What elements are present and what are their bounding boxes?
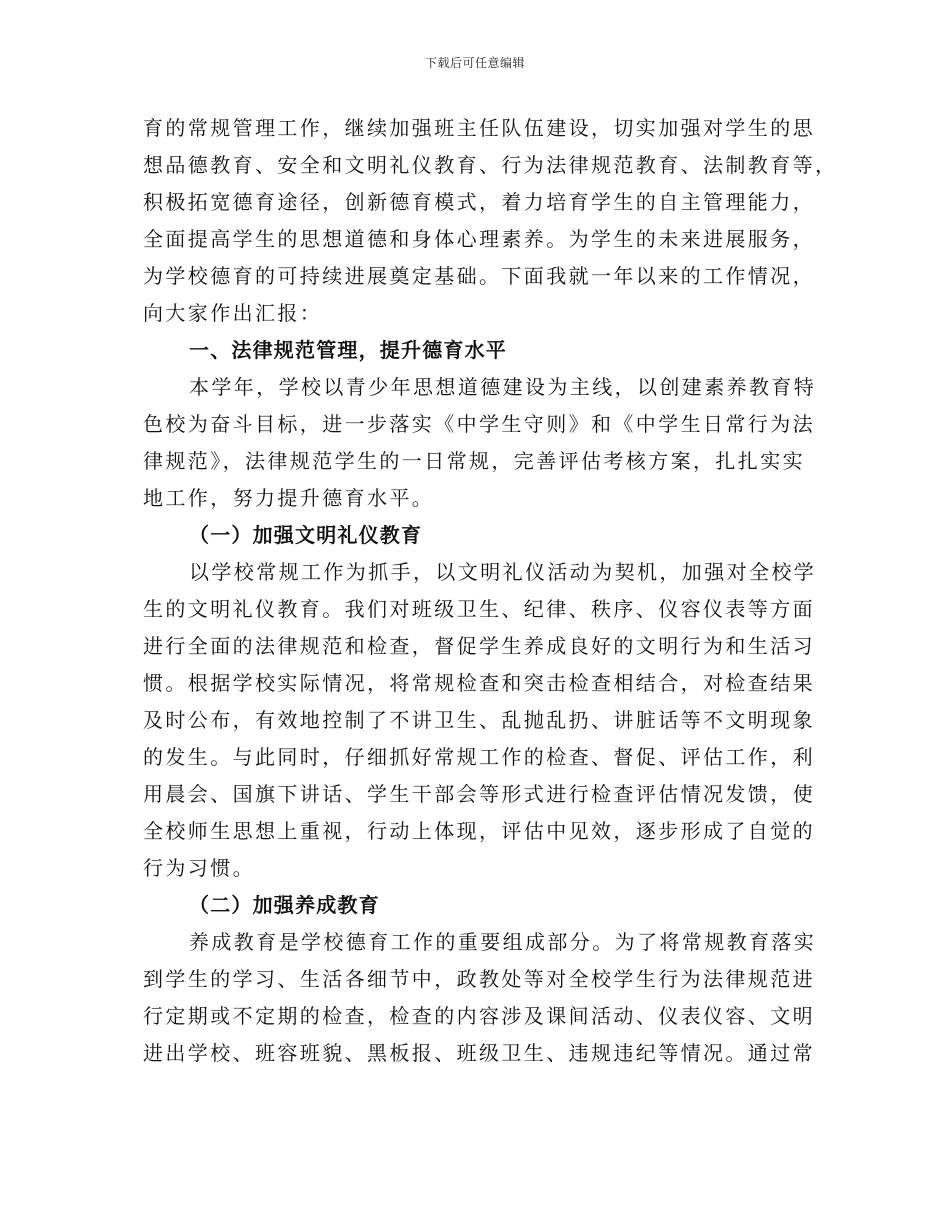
paragraph-line: 地工作，努力提升德育水平。 [143, 486, 435, 510]
paragraph-line: 育的常规管理工作，继续加强班主任队伍建设，切实加强对学生的思 [143, 116, 815, 140]
section-heading: 一、法律规范管理，提升德育水平 [189, 338, 507, 362]
paragraph-line: 全校师生思想上重视，行动上体现，评估中见效，逐步形成了自觉的 [143, 819, 815, 843]
section-heading: （一）加强文明礼仪教育 [189, 523, 423, 547]
paragraph-line: 养成教育是学校德育工作的重要组成部分。为了将常规教育落实 [189, 930, 817, 954]
paragraph-line: 行为习惯。 [143, 856, 255, 880]
paragraph-line: 进行全面的法律规范和检查，督促学生养成良好的文明行为和生活习 [143, 634, 815, 658]
paragraph-line: 以学校常规工作为抓手，以文明礼仪活动为契机，加强对全校学 [189, 560, 817, 584]
paragraph-line: 用晨会、国旗下讲话、学生干部会等形式进行检查评估情况发馈，使 [143, 782, 815, 806]
paragraph-line: 积极拓宽德育途径，创新德育模式，着力培育学生的自主管理能力， [143, 190, 815, 214]
paragraph-line: 想品德教育、安全和文明礼仪教育、行为法律规范教育、法制教育等， [143, 153, 838, 177]
paragraph-line: 向大家作出汇报： [143, 301, 323, 325]
paragraph-line: 全面提高学生的思想道德和身体心理素养。为学生的未来进展服务， [143, 227, 815, 251]
paragraph-line: 的发生。与此同时，仔细抓好常规工作的检查、督促、评估工作，利 [143, 745, 815, 769]
paragraph-line: 为学校德育的可持续进展奠定基础。下面我就一年以来的工作情况， [143, 264, 815, 288]
paragraph-line: 律规范》，法律规范学生的一日常规，完善评估考核方案，扎扎实实 [143, 449, 805, 473]
document-body [143, 110, 838, 1072]
paragraph-line: 进出学校、班容班貌、黑板报、班级卫生、违规违纪等情况。通过常 [143, 1041, 815, 1065]
page-header-note: 下载后可任意编辑 [424, 56, 525, 70]
paragraph-line: 惯。根据学校实际情况，将常规检查和突击检查相结合，对检查结果 [143, 671, 815, 695]
paragraph-line: 及时公布，有效地控制了不讲卫生、乱抛乱扔、讲脏话等不文明现象 [143, 708, 815, 732]
section-heading: （二）加强养成教育 [189, 893, 380, 917]
paragraph-line: 行定期或不定期的检查，检查的内容涉及课间活动、仪表仪容、文明 [143, 1004, 815, 1028]
paragraph-line: 色校为奋斗目标，进一步落实《中学生守则》和《中学生日常行为法 [143, 412, 815, 436]
paragraph-line: 本学年，学校以青少年思想道德建设为主线，以创建素养教育特 [189, 375, 817, 399]
paragraph-line: 到学生的学习、生活各细节中，政教处等对全校学生行为法律规范进 [143, 967, 815, 991]
paragraph-line: 生的文明礼仪教育。我们对班级卫生、纪律、秩序、仪容仪表等方面 [143, 597, 815, 621]
